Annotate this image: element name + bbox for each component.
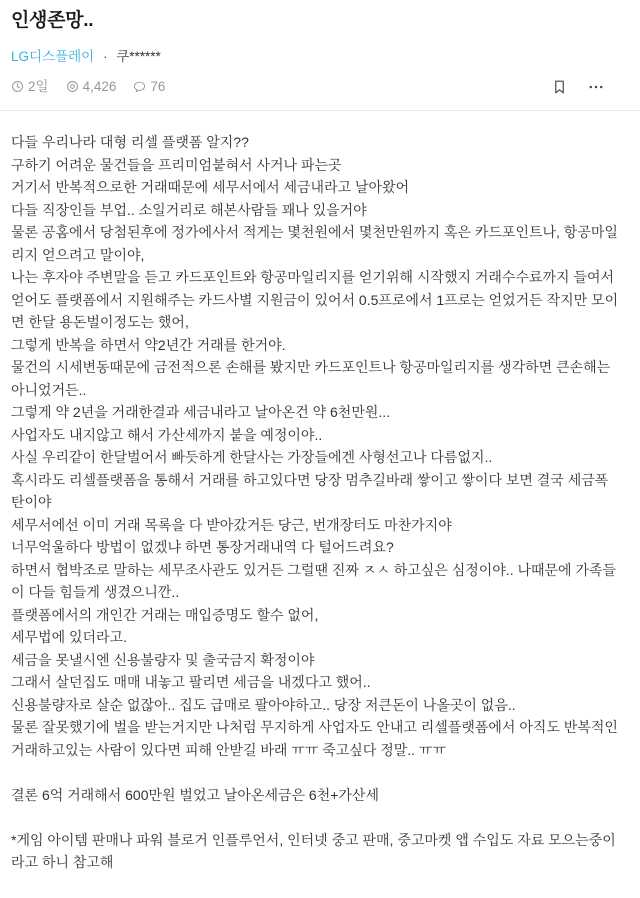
comments-value: 76 <box>150 79 166 94</box>
post-paragraph: 구하기 어려운 물건들을 프리미엄붙혀서 사거나 파는곳 <box>11 156 342 173</box>
post-paragraph: 나는 후자야 주변말을 듣고 카드포인트와 항공마일리지를 얻기위해 시작했지 거래수수료까지 들여서 얻어도 플랫폼에서 지원해주는 카드사별 지원금이 있어서 0.5프로에서 1프로는 얻었거든 작지만 모이면 한달 용돈벌이정도는 했어, <box>11 269 619 330</box>
comment-bubble-icon <box>133 80 146 93</box>
clock-icon <box>11 80 24 93</box>
post-paragraph: 물건의 시세변동때문에 금전적으론 손해를 봤지만 카드포인트나 항공마일리지를 생각하면 큰손해는 아니었거든.. <box>11 359 611 398</box>
meta-separator: · <box>102 49 108 64</box>
post-meta <box>11 48 620 65</box>
post-header <box>11 0 620 95</box>
post-action-buttons <box>552 79 620 95</box>
post-paragraph: 세무법에 있더라고. <box>11 629 127 645</box>
views-value: 4,426 <box>82 79 117 94</box>
post-title: 인생존망.. <box>11 10 94 31</box>
comments-stat <box>133 78 165 95</box>
post-paragraph: 사실 우리같이 한달벌어서 빠듯하게 한달사는 가장들에겐 사형선고나 다름없지.. <box>11 449 493 465</box>
company-link[interactable]: LG디스플레이 <box>11 49 95 64</box>
bookmark-button[interactable] <box>552 79 567 95</box>
post-paragraph: 세금을 못낼시엔 신용불량자 및 출국금지 확정이야 <box>11 651 315 668</box>
bookmark-icon <box>552 79 567 95</box>
post-paragraph: 다들 우리나라 대형 리셀 플랫폼 알지?? <box>11 134 249 150</box>
post-paragraph: *게임 아이템 판매나 파워 블로거 인플루언서, 인터넷 중고 판매, 중고마켓 앱 수입도 자료 모으는중이라고 하니 참고해 <box>11 831 616 870</box>
post-age-value: 2일 <box>28 79 49 94</box>
post-paragraph: 그래서 살던집도 매매 내놓고 팔리면 세금을 내겠다고 했어.. <box>11 674 371 690</box>
views-stat <box>66 78 117 95</box>
post-paragraph: 물론 잘못했기에 벌을 받는거지만 나처럼 무지하게 사업자도 안내고 리셀플랫폼에서 아직도 반복적인 거래하고있는 사람이 있다면 피해 안받길 바래 ㅠㅠ 죽고싶다 정말.. ㅠㅠ <box>11 719 618 758</box>
stats-row <box>11 78 620 95</box>
post-paragraph <box>11 761 620 784</box>
author-name: 쿠****** <box>116 49 161 64</box>
post-paragraph: 혹시라도 리셀플랫폼을 통해서 거래를 하고있다면 당장 멈추길바래 쌓이고 쌓이다 보면 결국 세금폭탄이야 <box>11 471 609 510</box>
post-paragraph: 그렇게 약 2년을 거래한결과 세금내라고 날아온건 약 6천만원... <box>11 404 391 420</box>
post-paragraph: 물론 공홈에서 당첨된후에 정가에사서 적게는 몇천원에서 몇천만원까지 혹은 카드포인트나, 항공마일리지 얻으려고 말이야, <box>11 224 618 263</box>
post-paragraph: 거기서 반복적으로한 거래때문에 세무서에서 세금내라고 날아왔어 <box>11 179 410 195</box>
post-paragraph: 하면서 협박조로 말하는 세무조사관도 있거든 그럴땐 진짜 ㅈㅅ 하고싶은 심정이야.. 나때문에 가족들이 다들 힘들게 생겼으니깐.. <box>11 561 617 600</box>
post-paragraph: 너무억울하다 방법이 없겠냐 하면 통장거래내역 다 털어드려요? <box>11 539 394 555</box>
post-paragraph: 그렇게 반복을 하면서 약2년간 거래를 한거야. <box>11 336 286 353</box>
post-age-stat <box>11 78 49 95</box>
post-paragraph: 다들 직장인들 부업.. 소일거리로 해본사람들 꽤나 있을거야 <box>11 201 367 218</box>
post-paragraph: 사업자도 내지않고 해서 가산세까지 붙을 예정이야.. <box>11 426 323 443</box>
post-paragraph: 플랫폼에서의 개인간 거래는 매입증명도 할수 없어, <box>11 606 319 623</box>
post-paragraph: 결론 6억 거래해서 600만원 벌었고 날아온세금은 6천+가산세 <box>11 786 379 803</box>
post-paragraph: 세무서에선 이미 거래 목록을 다 받아갔거든 당근, 번개장터도 마찬가지야 <box>11 516 452 533</box>
post-paragraph: 신용불량자로 살순 없잖아.. 집도 급매로 팔아야하고.. 당장 저큰돈이 나올곳이 없음.. <box>11 696 516 713</box>
more-options-button[interactable] <box>588 79 604 95</box>
post-body <box>11 111 620 874</box>
more-ellipsis-icon <box>588 79 604 95</box>
eye-icon <box>66 80 79 93</box>
post-paragraph <box>11 806 620 829</box>
